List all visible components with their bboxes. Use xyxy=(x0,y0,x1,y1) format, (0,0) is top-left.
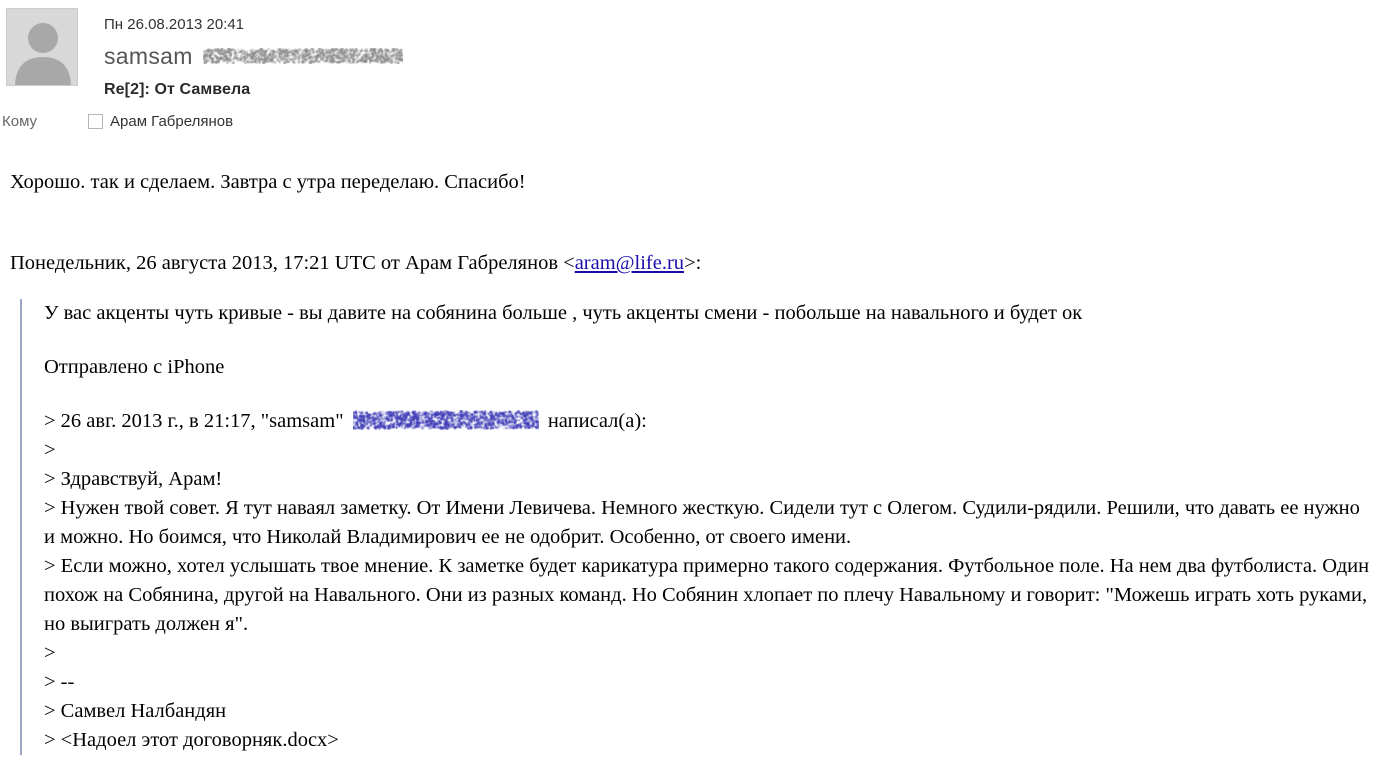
nested-quote-signature-name: > Самвел Налбандян xyxy=(44,699,227,722)
contact-square-icon xyxy=(88,114,103,129)
recipient-name: Арам Габрелянов xyxy=(110,113,234,130)
message-body xyxy=(0,168,1384,755)
nested-quote-attribution-prefix: > 26 авг. 2013 г., в 21:17, "samsam" xyxy=(44,409,349,432)
quote-sent-from: Отправлено с iPhone xyxy=(44,355,225,378)
message-header xyxy=(0,0,1384,130)
quote-spacer-2 xyxy=(44,382,1374,407)
nested-quote-block xyxy=(44,407,1374,755)
sender-name[interactable]: samsam xyxy=(104,43,193,69)
nested-quote-attribution xyxy=(44,407,1374,436)
nested-sender-address-redacted xyxy=(353,410,539,430)
nested-quote-body-1: > Нужен твой совет. Я тут наваял заметку. От Имени Левичева. Немного жесткую. Сидели тут с Олегом. Судили-рядили. Решили, что давать ее нужно и можно. Но боимся, что Николай Владимирович ее не одобрит. Особенно, от своего имени. xyxy=(44,496,1360,548)
message-subject: Re[2]: От Самвела xyxy=(104,81,251,98)
nested-quote-attachment: > <Надоел этот договорняк.docx> xyxy=(44,728,339,751)
to-label: Кому xyxy=(2,113,38,130)
quoted-message xyxy=(20,299,1374,755)
original-message-header xyxy=(10,249,1374,278)
user-avatar-icon xyxy=(7,9,78,86)
quote-spacer-1 xyxy=(44,328,1374,353)
nested-quote-body-2: > Если можно, хотел услышать твое мнение. К заметке будет карикатура примерно такого содержания. Футбольное поле. На нем два футболиста. Один похож на Собянина, другой на Навального. Они из разных команд. Но Собянин хлопает по плечу Навальному и говорит: "Можешь играть хоть руками, но выиграть должен я". xyxy=(44,554,1370,635)
original-header-prefix: Понедельник, 26 августа 2013, 17:21 UTC от Арам Габрелянов < xyxy=(10,252,575,274)
sender-address-redacted xyxy=(203,48,403,64)
quote-line-1: У вас акценты чуть кривые - вы давите на собянина больше , чуть акценты смени - побольше на навального и будет ок xyxy=(44,301,1083,324)
nested-quote-empty-1: > xyxy=(44,438,56,461)
recipient-chip[interactable] xyxy=(88,113,233,130)
nested-quote-empty-2: > xyxy=(44,641,56,664)
sender-row xyxy=(104,41,1384,71)
original-header-suffix: >: xyxy=(684,252,702,274)
message-date: Пн 26.08.2013 20:41 xyxy=(104,16,245,33)
nested-quote-signature-dashes: > -- xyxy=(44,670,75,693)
recipients-row xyxy=(0,113,1384,130)
sender-email-link[interactable]: aram@life.ru xyxy=(574,252,685,274)
nested-quote-attribution-suffix: написал(а): xyxy=(542,409,647,432)
nested-quote-greeting: > Здравствуй, Арам! xyxy=(44,467,223,490)
avatar xyxy=(6,8,78,86)
header-text-block xyxy=(104,8,1384,99)
reply-text: Хорошо. так и сделаем. Завтра с утра переделаю. Спасибо! xyxy=(10,171,526,193)
